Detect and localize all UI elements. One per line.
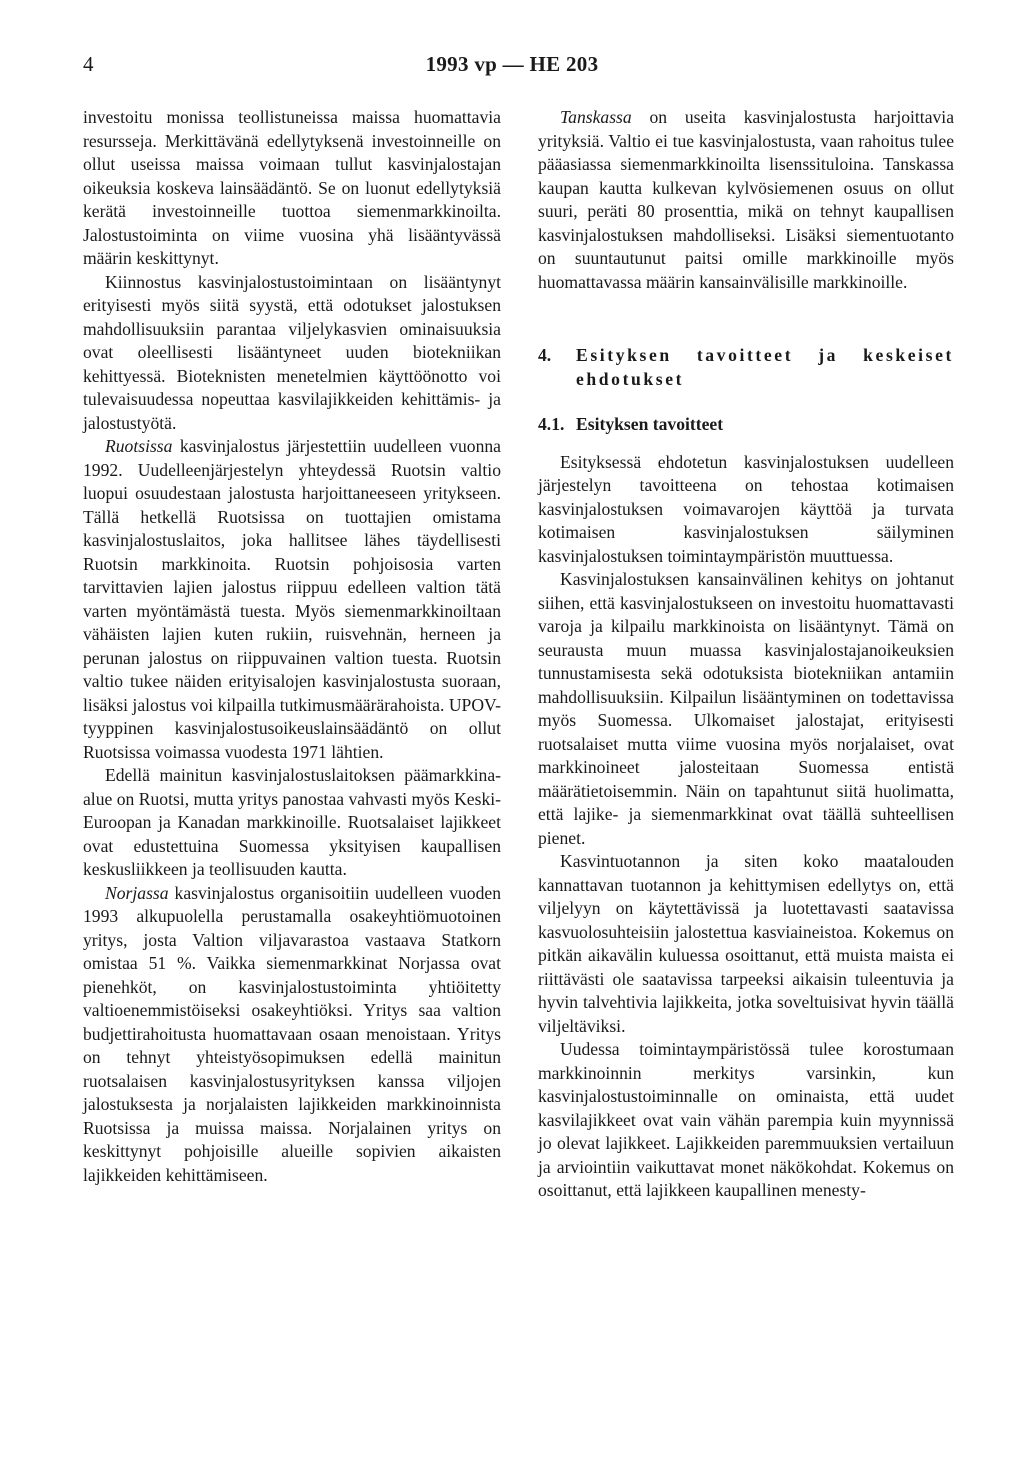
subsection-heading	[538, 413, 954, 437]
subsection-number: 4.1.	[538, 414, 565, 434]
subsection-title: Esityksen tavoitteet	[576, 414, 724, 434]
page-number: 4	[83, 52, 94, 76]
right-column	[538, 106, 954, 1203]
paragraph	[83, 882, 501, 1188]
country-name: Ruotsissa	[105, 436, 173, 456]
paragraph-text: kasvinjalostus organisoitiin uudelleen vuoden 1993 alkupuolella perustamalla osakeyhtiömuotoinen yritys, josta Valtion viljavarastoa vastaava Statkorn omistaa 51 %. Vaikka siemenmarkkinat Norjassa ovat pienehköt, on kasvinjalostustoiminta yhtiöitetty valtioenemmistöiseksi osakeyhtiöksi. Yritys saa valtion budjettirahoitusta huomattavaan osaan menoistaan. Yritys on tehnyt yhteistyösopimuksen edellä mainitun ruotsalaisen kasvinjalostusyrityksen kanssa viljojen jalostuksesta ja norjalaisten lajikkeiden markkinoinnista Ruotsissa ja muissa maissa. Norjalainen yritys on keskittynyt pohjoisille alueille sopivien aikaisten lajikkeiden kehittämiseen.	[83, 882, 501, 1185]
paragraph	[538, 106, 954, 294]
left-column	[83, 106, 501, 1187]
paragraph-text: on useita kasvinjalostusta harjoittavia yrityksiä. Valtio ei tue kasvinjalostusta, vaan rahoitus tulee pääasiassa siemenmarkkinoilta lisenssituloina. Tanskassa kaupan kautta kulkevan kylvösiemenen osuus on ollut suuri, peräti 80 prosenttia, mikä on tehnyt kaupallisen kasvinjalostuksen mahdolliseksi. Lisäksi siementuotanto on suuntautunut paitsi omille markkinoille myös huomattavassa määrin kansainvälisille markkinoille.	[538, 107, 954, 292]
country-name: Norjassa	[105, 882, 169, 903]
paragraph: Kiinnostus kasvinjalostustoimintaan on lisääntynyt erityisesti myös siitä syystä, että odotukset jalostuksen mahdollisuuksiin parantaa viljelykasvien ominaisuuksia ovat oleellisesti lisääntyneet uuden biotekniikan kehittyessä. Bioteknisten menetelmien käyttöönotto voi tulevaisuudessa nopeuttaa kasvilajikkeiden kehittämis- ja jalostustyötä.	[83, 271, 501, 433]
page-header	[0, 52, 1024, 82]
section-number: 4.	[538, 345, 552, 365]
section-heading	[538, 344, 954, 391]
country-name: Tanskassa	[560, 107, 632, 127]
paragraph: Esityksessä ehdotetun kasvinjalostuksen uudelleen järjestelyn tavoitteena on tehostaa kotimaisen kasvinjalostuksen voimavarojen käyttöä ja turvata kotimaisen kasvinjalostuksen säilyminen kasvinjalostuksen toimintaympäristön muuttuessa.	[538, 451, 954, 566]
paragraph: Uudessa toimintaympäristössä tulee korostumaan markkinoinnin merkitys varsinkin, kun kasvinjalostustoiminnalle on ominaista, että uudet kasvilajikkeet ovat vain vähän parempia kuin myynnissä jo olevat lajikkeet. Lajikkeiden paremmuuksien vertailuun ja arviointiin vaikuttavat monet näkökohdat. Kokemus on osoittanut, että lajikkeen kaupallinen menesty-	[538, 1039, 954, 1200]
paragraph-text: kasvinjalostus järjestettiin uudelleen vuonna 1992. Uudelleenjärjestelyn yhteydessä Ruotsin valtio luopui osuudestaan jalostusta harjoittaneeseen yritykseen. Tällä hetkellä Ruotsissa on tuottajien omistama kasvinjalostuslaitos, joka hallitsee lähes täydellisesti Ruotsin markkinoita. Ruotsin pohjoisosia varten tarvittavien lajien jalostus riippuu edelleen valtion tätä varten myöntämästä tuesta. Myös siemenmarkkinoiltaan vähäisten lajien kuten rukiin, ruisvehnän, herneen ja perunan jalostus on riippuvainen valtion tuesta. Ruotsin valtio tukee näiden erityisalojen kasvinjalostusta suoraan, lisäksi jalostus voi kilpailla tutkimusmäärärahoista. UPOV-tyyppinen kasvinjalostusoikeuslainsäädäntö on ollut Ruotsissa voimassa vuodesta 1971 lähtien.	[83, 436, 501, 762]
section-title: Esityksen tavoitteet ja keskeiset ehdotukset	[576, 345, 954, 389]
paragraph: Kasvintuotannon ja siten koko maatalouden kannattavan tuotannon ja kehittymisen edellytys on, että viljelyyn on käytettävissä ja luotettavasti saatavissa kasvuolosuhteisiin jalostettua kasviaineistoa. Kokemus on pitkän aikavälin kuluessa osoittanut, että muista maista ei riittävästi ole saatavissa tarpeeksi aikaisin tuleentuvia ja hyvin talvehtivia lajikkeita, jotka soveltuisivat hyvin täällä viljeltäviksi.	[538, 851, 954, 1036]
paragraph: Edellä mainitun kasvinjalostuslaitoksen päämarkkina-alue on Ruotsi, mutta yritys panostaa vahvasti myös Keski-Euroopan ja Kanadan markkinoille. Ruotsalaiset lajikkeet ovat edustettuina Suomessa yksityisen kaupallisen keskusliikkeen ja teollisuuden kautta.	[83, 765, 501, 879]
paragraph	[83, 435, 501, 764]
running-head: 1993 vp — HE 203	[425, 52, 599, 76]
paragraph: Kasvinjalostuksen kansainvälinen kehitys on johtanut siihen, että kasvinjalostukseen on investoitu huomattavasti varoja ja kilpailu markkinoista on lisääntynyt. Tämä on seurausta muun muassa kasvinjalostajanoikeuksien tunnustamisesta sekä odotuksista biotekniikan antamiin mahdollisuuksiin. Kilpailun lisääntyminen on todettavissa myös Suomessa. Ulkomaiset jalostajat, erityisesti ruotsalaiset mutta viime vuosina myös norjalaiset, ovat markkinoineet jalosteitaan Suomessa entistä määrätietoisemmin. Näin on tapahtunut siitä huolimatta, että lajike- ja siemenmarkkinat ovat täällä suhteellisen pienet.	[538, 569, 954, 848]
paragraph: investoitu monissa teollistuneissa maissa huomattavia resursseja. Merkittävänä edellytyksenä investoinneille on ollut useissa maissa voimaan tullut kasvinjalostajan oikeuksia koskeva lainsäädäntö. Se on luonut edellytyksiä kerätä investoinneille tuottoa siemenmarkkinoilta. Jalostustoiminta on viime vuosina yhä lisääntyvässä määrin keskittynyt.	[83, 107, 501, 268]
